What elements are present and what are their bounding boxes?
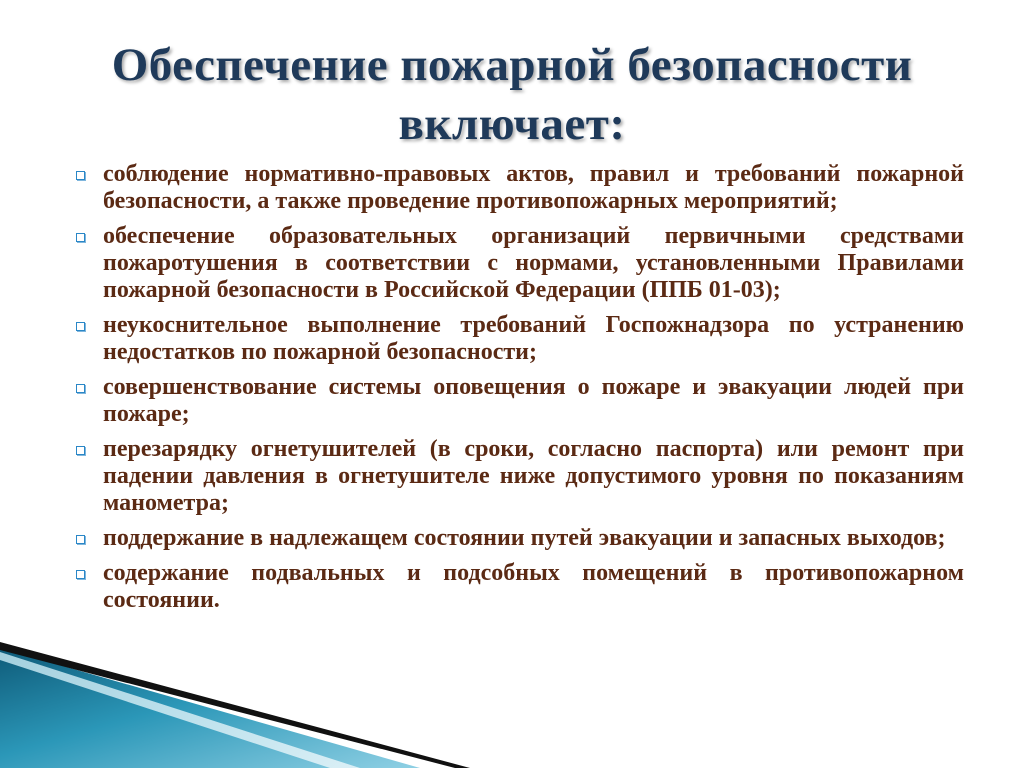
list-item (74, 560, 964, 614)
list-item (74, 312, 964, 366)
square-bullet-icon (76, 384, 85, 393)
list-item-text: содержание подвальных и подсобных помещений в противопожарном состоянии. (103, 560, 964, 613)
list-item (74, 374, 964, 428)
list-item (74, 436, 964, 517)
list-item-text: совершенствование системы оповещения о пожаре и эвакуации людей при пожаре; (103, 374, 964, 427)
square-bullet-icon (76, 322, 85, 331)
square-bullet-icon (76, 570, 85, 579)
list-item-text: перезарядку огнетушителей (в сроки, согласно паспорта) или ремонт при падении давления в огнетушителе ниже допустимого уровня по показаниям манометра; (103, 436, 964, 516)
list-item-text: поддержание в надлежащем состоянии путей эвакуации и запасных выходов; (103, 525, 946, 551)
list-item (74, 223, 964, 304)
square-bullet-icon (76, 446, 85, 455)
square-bullet-icon (76, 233, 85, 242)
slide-title: Обеспечение пожарной безопасности включает: (111, 39, 913, 150)
bullet-list (74, 161, 964, 622)
square-bullet-icon (76, 171, 85, 180)
corner-teal-band (0, 648, 420, 768)
list-item-text: соблюдение нормативно-правовых актов, правил и требований пожарной безопасности, а также проведение противопожарных мероприятий; (103, 161, 964, 214)
corner-light-stripe (0, 652, 360, 768)
square-bullet-icon (76, 535, 85, 544)
list-item (74, 525, 964, 552)
list-item-text: обеспечение образовательных организаций первичными средствами пожаротушения в соответствии с нормами, установленными Правилами пожарной безопасности в Российской Федерации (ППБ 01-03); (103, 223, 964, 303)
corner-dark-stripe (0, 642, 470, 768)
list-item-text: неукоснительное выполнение требований Госпожнадзора по устранению недостатков по пожарной безопасности; (103, 312, 964, 365)
list-item (74, 161, 964, 215)
